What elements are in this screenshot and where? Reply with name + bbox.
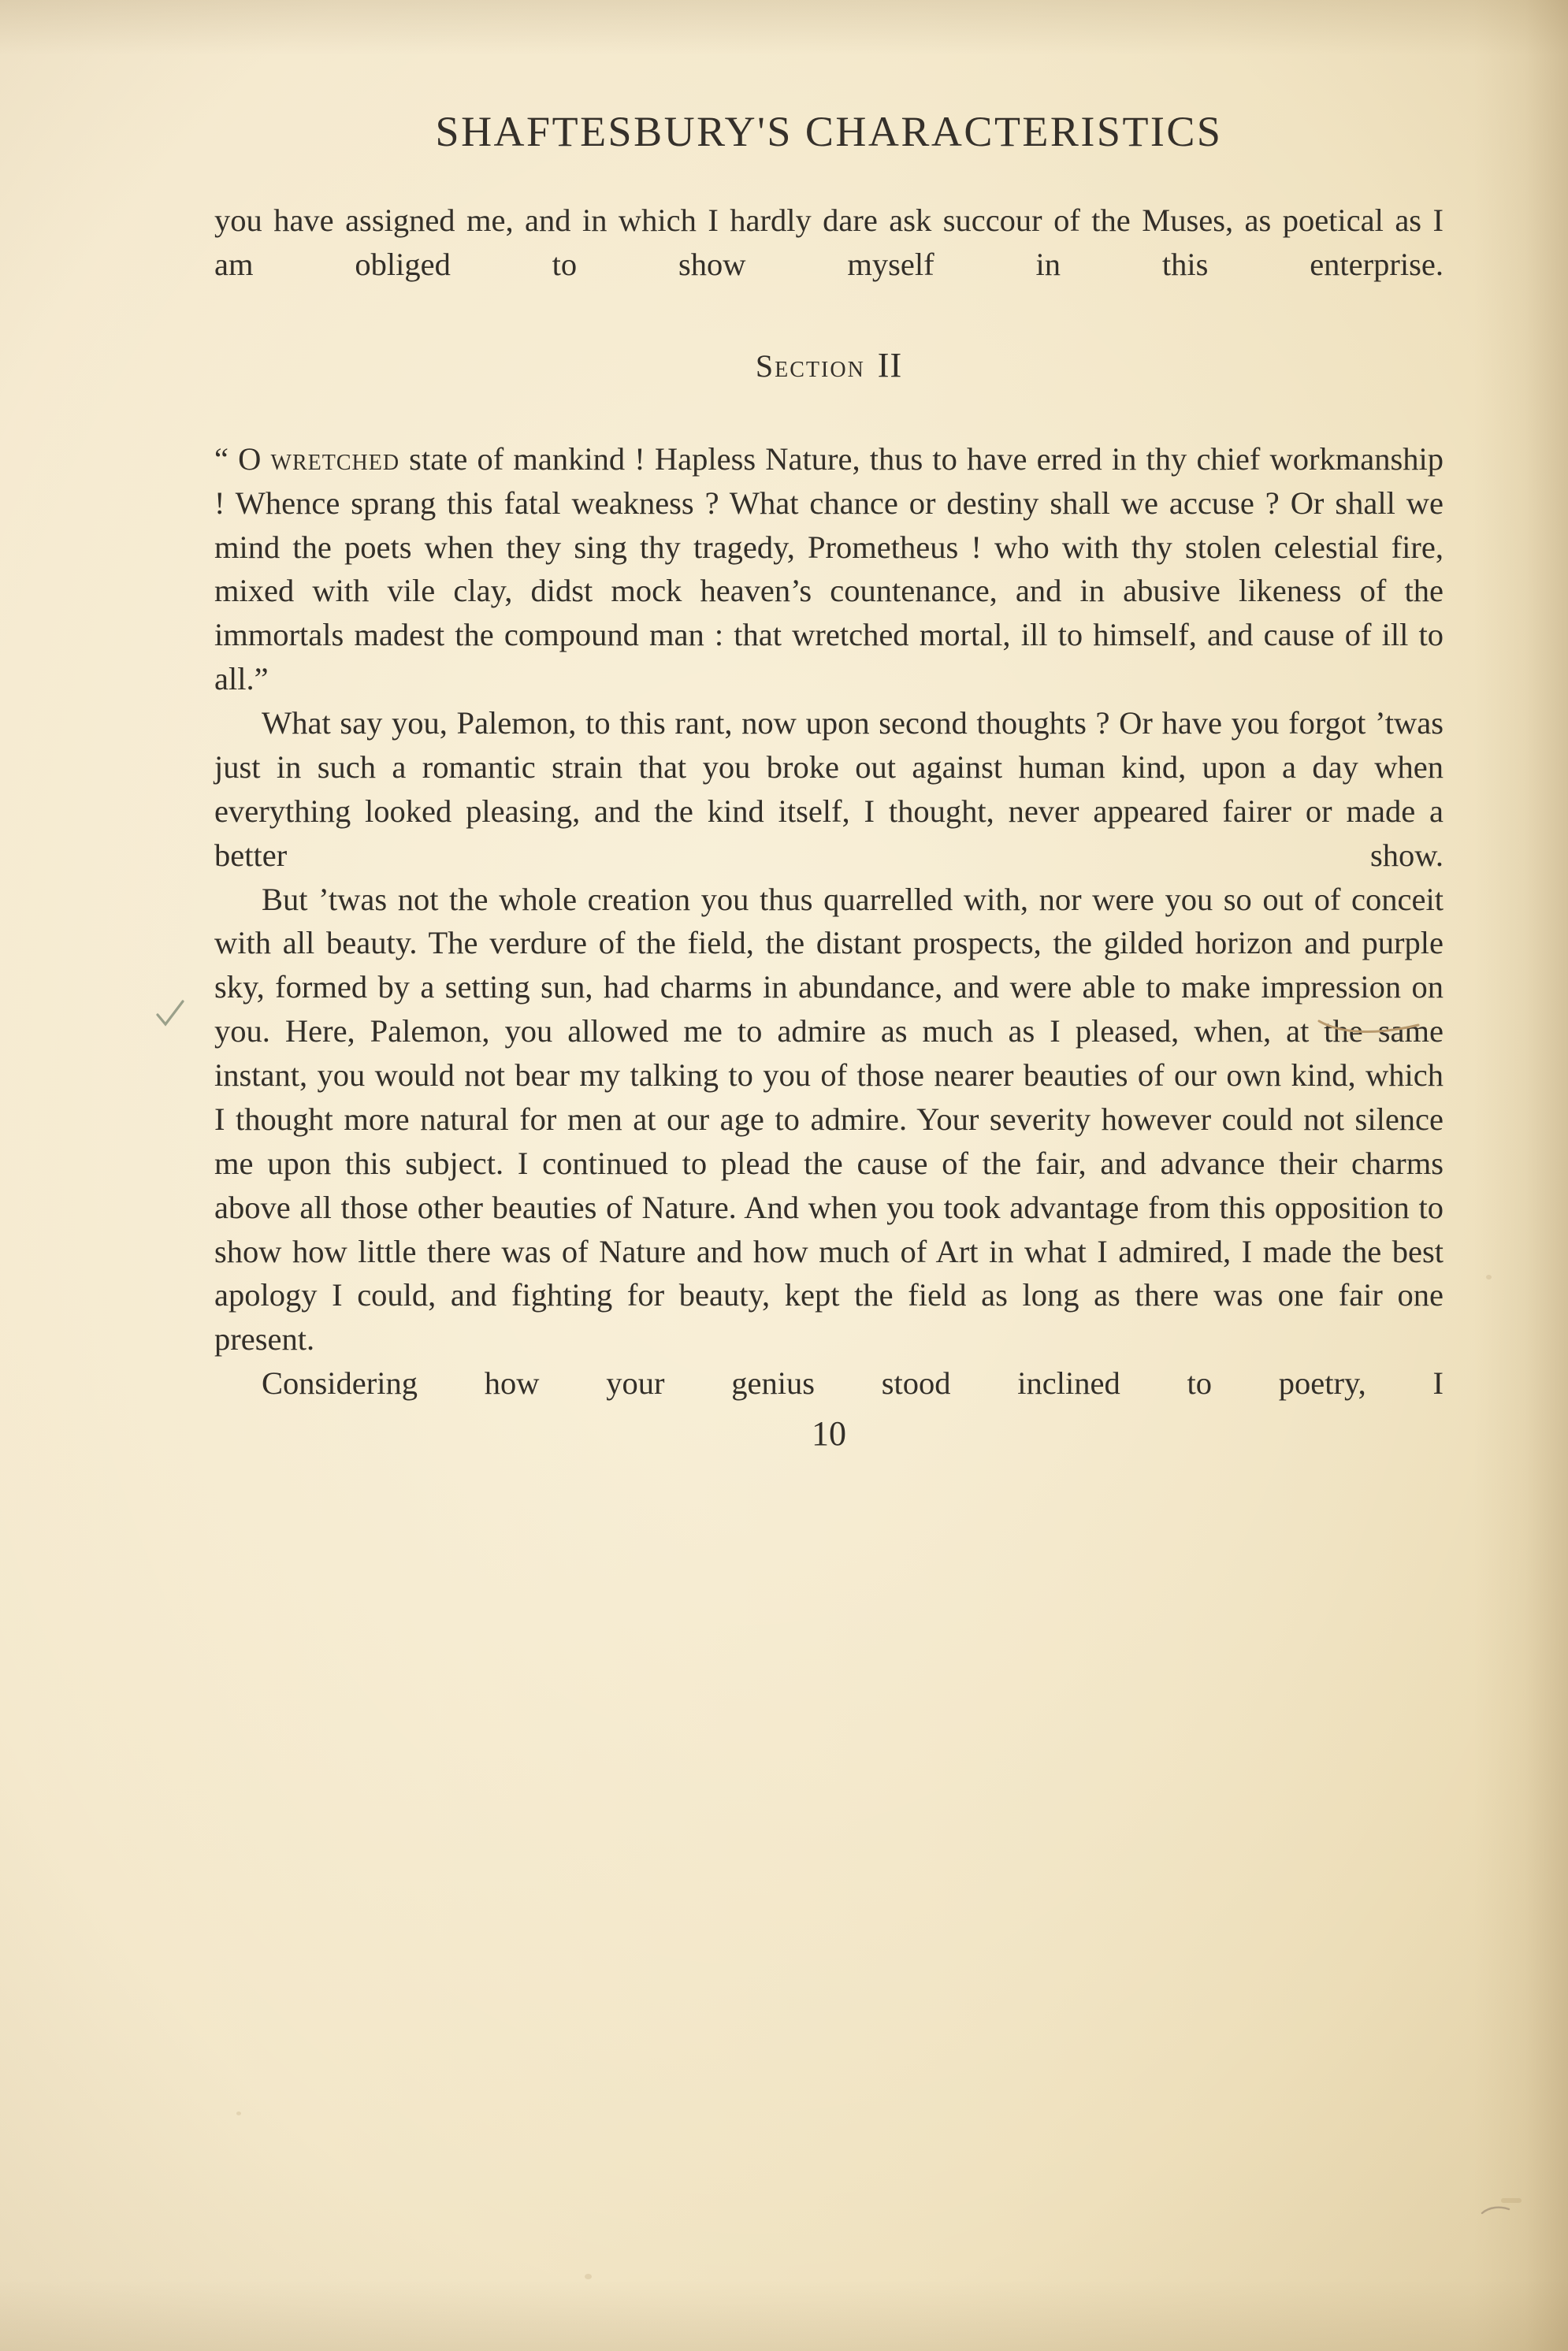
paper-speck — [585, 2274, 592, 2279]
section-number: II — [877, 345, 903, 384]
page-edge-shadow-right — [1473, 0, 1568, 2351]
paragraph-creation: But ’twas not the whole creation you thus quarrelled with, nor were you so out of conceit with all beauty. The verdure of the field, the distant prospects, the gilded horizon and purple sky, formed by a setting sun, had charms in abundance, and were able to make impression on you. Here, Palemon, you allowed me to admire as much as I pleased, when, at the same instant, you would not bear my talking to you of those nearer beauties of our own kind, which I thought more natural for men at our age to admire. Your severity however could not silence me upon this subject. I continued to plead the cause of the fair, and advance their charms above all those other beauties of Nature. And when you took advantage from this opposition to show how little there was of Nature and how much of Art in what I admired, I made the best apology I could, and fighting for beauty, kept the field as long as there was one fair one present. — [214, 881, 1444, 1357]
section-label: Section — [755, 347, 865, 384]
paragraph-continued: you have assigned me, and in which I hardly dare ask succour of the Muses, as poetical as I am obliged to show myself in this enterprise. — [214, 202, 1444, 282]
page-number: 10 — [812, 1414, 846, 1453]
quotation-open: “ O — [214, 440, 262, 477]
paper-speck — [236, 2111, 241, 2115]
page-content — [214, 0, 1444, 1454]
paragraph-considering: Considering how your genius stood inclined to poetry, I — [262, 1365, 1444, 1402]
pencil-check-icon — [154, 999, 186, 1031]
section-heading — [214, 345, 1444, 385]
pencil-tick-icon — [1480, 2202, 1511, 2219]
quotation-smallcaps-word: wretched — [270, 440, 400, 477]
running-head: SHAFTESBURY'S CHARACTERISTICS — [435, 108, 1223, 155]
quotation-body: state of mankind ! Hapless Nature, thus to have erred in thy chief workmanship ! Whence sprang this fatal weakness ? What chance or destiny shall we accuse ? Or shall we mind the poets when they sing thy tragedy, Prometheus ! who with thy stolen celestial fire, mixed with vile clay, didst mock heaven’s countenance, and in abusive likeness of the immortals madest the compound man : that wretched mortal, ill to himself, and cause of ill to all.” — [214, 440, 1444, 697]
page-edge-shadow-bottom — [0, 2280, 1568, 2351]
paper-speck — [1501, 2198, 1522, 2203]
paragraph-quotation — [214, 437, 1444, 701]
text-column — [214, 199, 1444, 1454]
paragraph-palemon: What say you, Palemon, to this rant, now upon second thoughts ? Or have you forgot ’twas just in such a romantic strain that you broke out against human kind, upon a day when everything looked pleasing, and the kind itself, I thought, never appeared fairer or made a better show. — [214, 705, 1444, 873]
paper-speck — [1486, 1275, 1492, 1279]
